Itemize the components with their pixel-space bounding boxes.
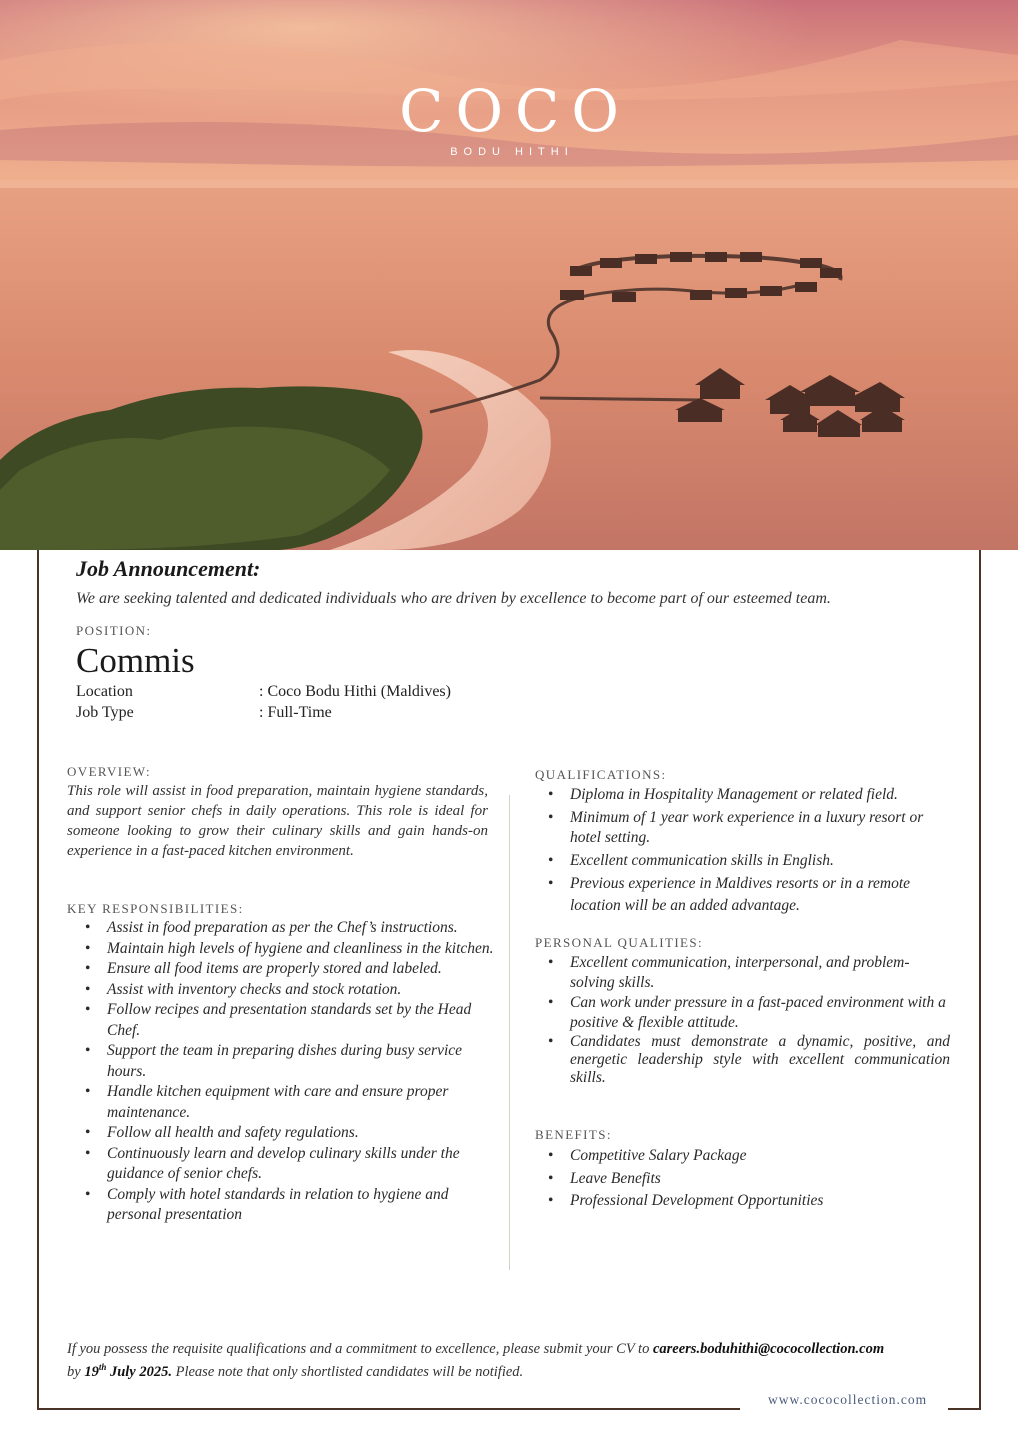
application-instructions xyxy=(67,1340,947,1381)
deadline-suffix: th xyxy=(98,1362,107,1372)
announcement-intro: We are seeking talented and dedicated individuals who are driven by excellence to become part of our esteemed team. xyxy=(76,590,831,607)
website-link[interactable]: www.cococollection.com xyxy=(768,1392,928,1407)
column-divider xyxy=(509,795,510,1270)
list-item: • Ensure all food items are properly stored and labeled. xyxy=(67,959,497,980)
qualifications-heading: QUALIFICATIONS: xyxy=(535,767,667,782)
list-item: • Diploma in Hospitality Management or related field. xyxy=(530,785,950,806)
list-item: • Can work under pressure in a fast-paced environment with a positive & flexible attitude. xyxy=(530,993,950,1033)
frame-right-border xyxy=(979,550,981,1409)
list-item: • Previous experience in Maldives resorts or in a remote location will be an added advantage. xyxy=(530,873,950,917)
careers-email-link[interactable]: careers.boduhithi@cococollection.com xyxy=(652,1341,885,1357)
list-item: • Leave Benefits xyxy=(530,1168,950,1191)
benefits-heading: BENEFITS: xyxy=(535,1127,612,1142)
location-value: : Coco Bodu Hithi (Maldives) xyxy=(259,683,451,700)
personal-qualities-list xyxy=(530,953,950,1087)
responsibilities-list xyxy=(67,918,497,1226)
list-item: • Assist with inventory checks and stock rotation. xyxy=(67,980,497,1001)
benefits-list xyxy=(530,1145,950,1213)
location-key: Location xyxy=(76,683,133,700)
responsibilities-heading: KEY RESPONSIBILITIES: xyxy=(67,901,244,916)
hero-image xyxy=(0,0,1018,550)
overview-heading: OVERVIEW: xyxy=(67,764,152,779)
list-item: • Competitive Salary Package xyxy=(530,1145,950,1168)
personal-qualities-heading: PERSONAL QUALITIES: xyxy=(535,935,704,950)
list-item: • Handle kitchen equipment with care and ensure proper maintenance. xyxy=(67,1082,497,1123)
frame-bottom-border-end xyxy=(948,1408,981,1410)
footer-by: by xyxy=(67,1363,85,1380)
footer-text-1: If you possess the requisite qualifications and a commitment to excellence, please submit your CV to xyxy=(67,1341,653,1357)
footer-text-2: Please note that only shortlisted candidates will be notified. xyxy=(171,1363,524,1380)
frame-bottom-border xyxy=(37,1408,740,1410)
list-item: • Candidates must demonstrate a dynamic, positive, and energetic leadership style with excellent communication skills. xyxy=(530,1033,950,1087)
position-label: POSITION: xyxy=(76,623,152,638)
list-item: • Excellent communication, interpersonal, and problem-solving skills. xyxy=(530,953,950,993)
qualifications-list xyxy=(530,785,950,919)
list-item: • Assist in food preparation as per the Chef’s instructions. xyxy=(67,918,497,939)
position-name: Commis xyxy=(76,641,195,680)
list-item: • Minimum of 1 year work experience in a luxury resort or hotel setting. xyxy=(530,808,950,849)
list-item: • Professional Development Opportunities xyxy=(530,1190,950,1213)
deadline-day: 19 xyxy=(84,1363,99,1380)
job-type-row xyxy=(76,704,332,722)
list-item: • Comply with hotel standards in relation to hygiene and personal presentation xyxy=(67,1185,497,1226)
job-type-key: Job Type xyxy=(76,704,134,721)
deadline-rest: July 2025. xyxy=(106,1363,172,1380)
list-item: • Excellent communication skills in English. xyxy=(530,851,950,872)
job-type-value: : Full-Time xyxy=(259,704,332,721)
frame-left-border xyxy=(37,550,39,1409)
announcement-title: Job Announcement: xyxy=(76,556,261,581)
overview-text: This role will assist in food preparation, maintain hygiene standards, and support senior chefs in daily operations. This role is ideal for someone looking to grow their culinary skills and gain hands-on experience in a fast-paced kitchen environment. xyxy=(67,783,488,859)
list-item: • Follow all health and safety regulations. xyxy=(67,1123,497,1144)
list-item: • Maintain high levels of hygiene and cleanliness in the kitchen. xyxy=(67,939,497,960)
logo-wordmark: COCO xyxy=(399,77,631,145)
brand-logo xyxy=(0,77,1018,158)
logo-subtitle: BODU HITHI xyxy=(450,146,574,158)
deadline-date xyxy=(84,1364,172,1380)
list-item: • Follow recipes and presentation standards set by the Head Chef. xyxy=(67,1000,497,1041)
list-item: • Continuously learn and develop culinary skills under the guidance of senior chefs. xyxy=(67,1144,497,1185)
location-row xyxy=(76,683,451,701)
list-item: • Support the team in preparing dishes during busy service hours. xyxy=(67,1041,497,1082)
